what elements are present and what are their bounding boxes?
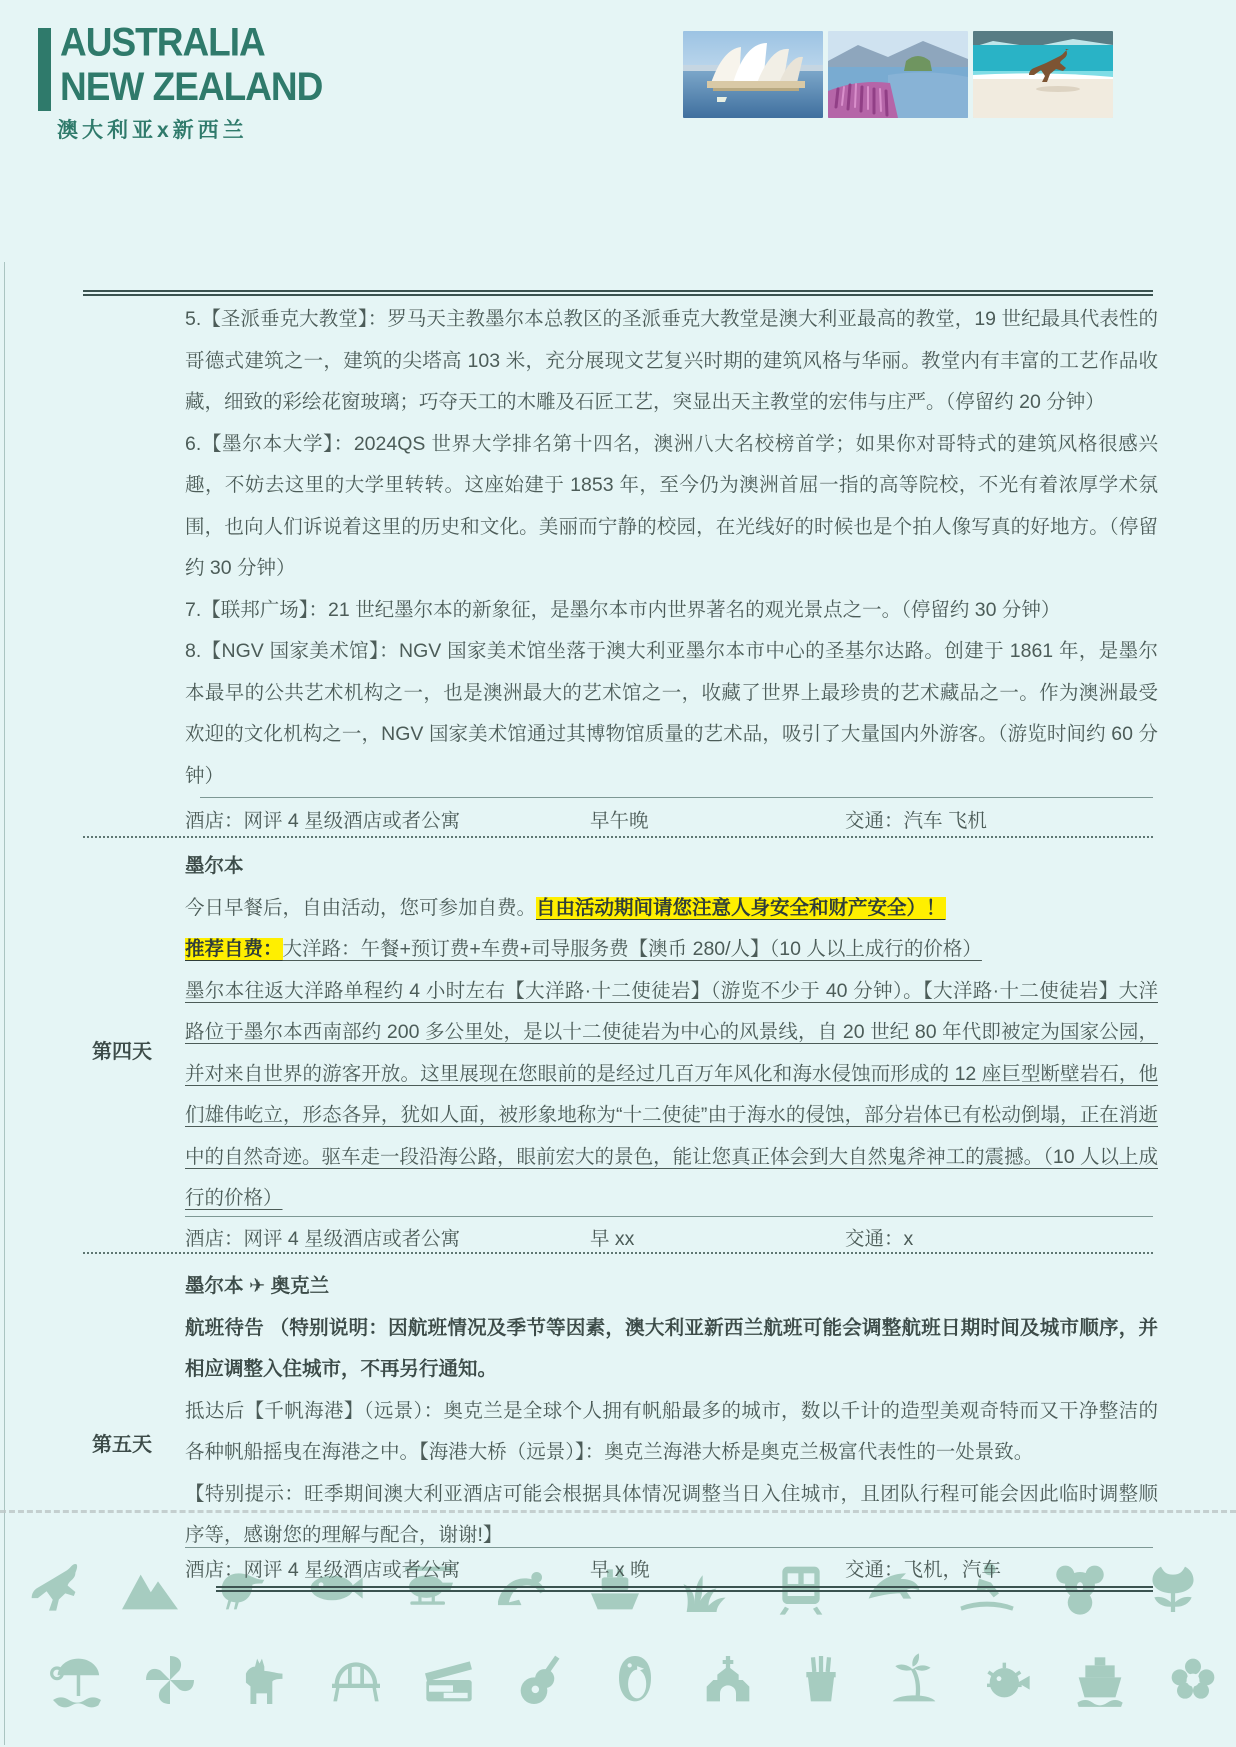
day4-row-separator xyxy=(83,1252,1153,1254)
day4-city: 墨尔本 xyxy=(185,855,244,877)
table-bottom-double-rule xyxy=(216,1586,1153,1592)
day5-hotel: 酒店：网评 4 星级酒店或者公寓 xyxy=(185,1559,461,1581)
day5-city: 墨尔本 ✈ 奥克兰 xyxy=(185,1275,330,1297)
day3-paragraph-5: 5.【圣派垂克大教堂】：罗马天主教墨尔本总教区的圣派垂克大教堂是澳大利亚最高的教堂，19 世纪最具代表性的哥德式建筑之一，建筑的尖塔高 103 米，充分展现文艺复兴时期的建筑风格与华丽。教堂内有丰富的工艺作品收藏，细致的彩绘花窗玻璃；巧夺天工的木雕及石匠工艺，突显出天主教堂的宏伟与庄严。（停留约 20 分钟） xyxy=(185,308,1158,413)
guitar-icon xyxy=(510,1648,574,1712)
logo-subtitle: 澳大利亚x新西兰 xyxy=(57,119,248,142)
clapperboard-icon xyxy=(417,1648,481,1712)
day5-tip: 【特别提示：旺季期间澳大利亚酒店可能会根据具体情况调整当日入住城市，且团队行程可能会因此临时调整顺序等，感谢您的理解与配合，谢谢!】 xyxy=(185,1482,1158,1546)
ship-icon xyxy=(1068,1648,1132,1712)
day3-meals: 早午晚 xyxy=(590,810,649,832)
palm-island-icon xyxy=(882,1648,946,1712)
french-fries-icon xyxy=(789,1648,853,1712)
penguin-icon xyxy=(603,1648,667,1712)
day4-content xyxy=(185,846,1158,1220)
day3-paragraph-6: 6.【墨尔本大学】：2024QS 世界大学排名第十四名，澳洲八大名校榜首学；如果你对哥特式的建筑风格很感兴趣，不妨去这里的大学里转转。这座始建于 1853 年，至今仍为澳洲首屈一指的高等院校，不光有着浓厚学术氛围，也向人们诉说着这里的历史和文化。美丽而宁静的校园，在光线好的时候也是个拍人像写真的好地方。（停留约 30 分钟） xyxy=(185,432,1158,579)
day3-paragraph-7: 7.【联邦广场】：21 世纪墨尔本的新象征，是墨尔本市内世界著名的观光景点之一。（停留约 30 分钟） xyxy=(185,598,1061,621)
day3-hotel-divider xyxy=(200,797,1153,798)
day4-detail: 墨尔本往返大洋路单程约 4 小时左右【大洋路·十二使徒岩】（游览不少于 40 分钟）。【大洋路·十二使徒岩】大洋路位于墨尔本西南部约 200 多公里处，是以十二使徒岩为中心的风景线，自 20 世纪 80 年代即被定为国家公园，并对来自世界的游客开放。这里展现在您眼前的是经过几百万年风化和海水侵蚀而形成的 12 座巨型断壁岩石，他们雄伟屹立，形态各异，犹如人面，被形象地称为“十二使徒”由于海水的侵蚀，部分岩体已有松动倒塌，正在消逝中的自然奇迹。驱车走一段沿海公路，眼前宏大的景色，能让您真正体会到大自然鬼斧神工的震撼。（10 人以上成行的价格） xyxy=(185,979,1158,1209)
page-break-dashed-line xyxy=(0,1510,1236,1513)
day4-intro-plain: 今日早餐后，自由活动，您可参加自费。 xyxy=(185,896,537,919)
mountains-icon xyxy=(118,1556,182,1620)
day4-safety-highlight: 自由活动期间请您注意人身安全和财产安全）！ xyxy=(536,896,946,919)
day5-transport: 交通：飞机，汽车 xyxy=(845,1559,1002,1581)
bridge-bench-icon xyxy=(324,1648,388,1712)
day4-hotel-row xyxy=(185,1217,1158,1257)
church-icon xyxy=(696,1648,760,1712)
day3-hotel-row xyxy=(185,799,1158,839)
day4-transport: 交通：x xyxy=(845,1228,914,1250)
logo-line1: AUSTRALIA xyxy=(60,20,265,65)
day4-fee-label: 推荐自费： xyxy=(185,938,283,960)
day5-arrival: 抵达后【千帆海港】（远景）：奥克兰是全球个人拥有帆船最多的城市，数以千计的造型美观奇特而又干净整洁的各种帆船摇曳在海港之中。【海港大桥（远景）】：奥克兰海港大桥是奥克兰极富代表性的一处景致。 xyxy=(185,1399,1158,1463)
pufferfish-icon xyxy=(975,1648,1039,1712)
day4-hotel: 酒店：网评 4 星级酒店或者公寓 xyxy=(185,1228,461,1250)
day4-intro xyxy=(185,888,1158,930)
flower-icon xyxy=(1161,1648,1225,1712)
day4-meals: 早 xx xyxy=(590,1228,635,1250)
day3-content xyxy=(185,299,1158,797)
day5-meals: 早 x 晚 xyxy=(590,1559,650,1581)
day3-transport: 交通：汽车 飞机 xyxy=(845,810,987,832)
day5-hotel-row xyxy=(185,1548,1158,1588)
day3-hotel: 酒店：网评 4 星级酒店或者公寓 xyxy=(185,810,461,832)
day3-paragraph-8: 8.【NGV 国家美术馆】：NGV 国家美术馆坐落于澳大利亚墨尔本市中心的圣基尔达路。创建于 1861 年，是墨尔本最早的公共艺术机构之一，也是澳洲最大的艺术馆之一，收藏了世界上最珍贵的艺术藏品之一。作为澳洲最受欢迎的文化机构之一，NGV 国家美术馆通过其博物馆质量的艺术品，吸引了大量国内外游客。（游览时间约 60 分钟） xyxy=(185,640,1158,787)
day3-row-separator xyxy=(83,836,1153,838)
day4-label: 第四天 xyxy=(92,1041,152,1063)
day4-fee-line xyxy=(185,929,1158,971)
day5-label: 第五天 xyxy=(92,1434,152,1456)
beach-umbrella-icon xyxy=(45,1648,109,1712)
day5-flight-note: 航班待告 （特别说明：因航班情况及季节等因素，澳大利亚新西兰航班可能会调整航班日期时间及城市顺序，并相应调整入住城市，不再另行通知。 xyxy=(185,1316,1158,1380)
logo-line2: NEW ZEALAND xyxy=(60,64,323,109)
llama-icon xyxy=(231,1648,295,1712)
kangaroo-icon xyxy=(25,1556,89,1620)
pinwheel-icon xyxy=(138,1648,202,1712)
day4-fee-text: 大洋路：午餐+预订费+车费+司导服务费【澳币 280/人】（10 人以上成行的价格） xyxy=(282,938,982,960)
